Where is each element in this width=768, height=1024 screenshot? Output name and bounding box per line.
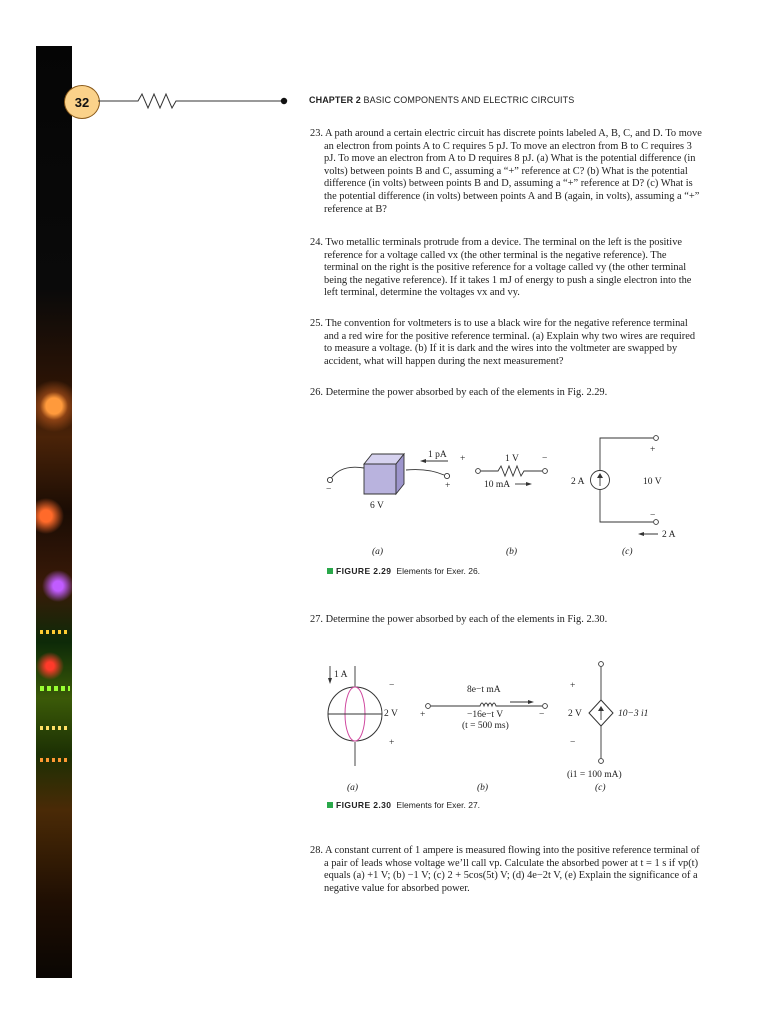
problem-number: 24.	[310, 237, 323, 248]
fig229-b-current: 10 mA	[484, 480, 511, 490]
chapter-heading	[309, 95, 574, 105]
caption-number: FIGURE 2.30	[336, 800, 392, 810]
fig229-b-plus: +	[460, 454, 466, 464]
problem-text: Determine the power absorbed by each of the elements in Fig. 2.29.	[325, 387, 608, 398]
page-number: 32	[74, 94, 90, 110]
figure-2-29-caption	[327, 566, 480, 576]
figure-2-30	[310, 658, 690, 796]
fig230-b-time: (t = 500 ms)	[462, 721, 509, 731]
problem-23	[310, 128, 702, 216]
fig230-b-voltage: −16e−t V	[467, 710, 504, 720]
fig229-a-device	[327, 454, 449, 494]
fig229-c-source-value: 2 A	[571, 477, 585, 487]
problem-number: 27.	[310, 614, 323, 625]
fig229-a-voltage: 6 V	[370, 501, 384, 511]
caption-marker	[327, 568, 333, 574]
fig230-a-minus: −	[389, 681, 395, 691]
problem-text: The convention for voltmeters is to use a black wire for the negative reference terminal and a red wire for the positive reference terminal. (a) Explain why two wires are required to measure a voltage. (b) If it is dark and the wires into the voltmeter are swapped by accident, what will happen during the next measurement?	[324, 318, 696, 367]
chapter-label: CHAPTER 2	[309, 95, 361, 105]
fig229-b-label: (b)	[506, 547, 518, 557]
fig229-c-label: (c)	[622, 547, 633, 557]
fig229-c-voltage: 10 V	[643, 477, 662, 487]
fig230-c-condition: (i1 = 100 mA)	[567, 770, 622, 780]
caption-text: Elements for Exer. 27.	[396, 800, 481, 810]
fig230-c-voltage: 2 V	[568, 709, 582, 719]
caption-text: Elements for Exer. 26.	[396, 566, 481, 576]
problem-number: 23.	[310, 128, 323, 139]
fig229-c-minus: −	[650, 511, 656, 521]
fig229-b-minus: −	[542, 454, 548, 464]
problem-text: Determine the power absorbed by each of the elements in Fig. 2.30.	[325, 614, 608, 625]
problem-number: 26.	[310, 387, 323, 398]
fig230-a-label: (a)	[347, 783, 359, 793]
fig230-b-minus: −	[539, 710, 545, 720]
fig230-a-current: 1 A	[334, 670, 348, 680]
fig230-c-gain: 10−3 i1	[618, 709, 649, 719]
fig229-a-current: 1 pA	[428, 450, 447, 460]
fig229-a-minus: −	[326, 485, 332, 495]
fig230-a-plus: +	[389, 738, 395, 748]
problem-24	[310, 237, 702, 300]
chapter-title: BASIC COMPONENTS AND ELECTRIC CIRCUITS	[363, 95, 575, 105]
problem-25	[310, 318, 702, 368]
fig230-c-label: (c)	[595, 783, 606, 793]
fig230-b-label: (b)	[477, 783, 489, 793]
problem-27	[310, 614, 702, 627]
problem-number: 25.	[310, 318, 323, 329]
fig230-a-element	[328, 666, 382, 766]
fig229-a-plus: +	[445, 481, 451, 491]
header-resistor-line	[98, 86, 298, 116]
page-number-badge	[64, 85, 100, 119]
fig230-b-plus: +	[420, 710, 426, 720]
decorative-lights	[40, 630, 70, 780]
problem-number: 28.	[310, 845, 323, 856]
problem-text: A constant current of 1 ampere is measured flowing into the positive reference terminal of a pair of leads whose voltage we’ll call vp. Calculate the absorbed power at t = 1 s if vp(t) equals (a) +1 V; (b) −1 V; (c) 2 + 5cos(5t) V; (d) 4e−2t V, (e) Explain the significance of a negative value for absorbed power.	[324, 845, 700, 894]
fig229-a-label: (a)	[372, 547, 384, 557]
problem-text: Two metallic terminals protrude from a device. The terminal on the left is the positive reference for a voltage called vx (the other terminal is the negative reference). The terminal on the right is the positive reference for a voltage called vy (the other terminal being the negative reference). If it takes 1 mJ of energy to push a single electron into the left terminal, determine the voltages vx and vy.	[324, 237, 692, 299]
figure-2-30-caption	[327, 800, 480, 810]
problem-text: A path around a certain electric circuit has discrete points labeled A, B, C, and D. To move an electron from points A to C requires 5 pJ. To move an electron from B to C requires 3 pJ. To move an electron from A to D requires 8 pJ. (a) What is the potential difference (in volts) between points B and C, assuming a “+” reference at C? (b) What is the potential difference (in volts) between points B and D, assuming a “+” reference at D? (c) What is the potential difference (in volts) between points A and B (again, in volts), assuming a “+” reference at B?	[324, 128, 702, 215]
problem-26	[310, 387, 702, 400]
caption-number: FIGURE 2.29	[336, 566, 392, 576]
decorative-photo-strip	[36, 46, 72, 978]
fig230-b-current: 8e−t mA	[467, 685, 501, 695]
fig230-c-minus: −	[570, 738, 576, 748]
fig229-c-plus: +	[650, 445, 656, 455]
fig229-b-voltage: 1 V	[505, 454, 519, 464]
fig230-c-dependent-source	[589, 662, 613, 764]
caption-marker	[327, 802, 333, 808]
problem-28	[310, 845, 702, 895]
fig230-a-voltage: 2 V	[384, 709, 398, 719]
fig230-b-inductor	[426, 700, 548, 708]
fig229-c-current: 2 A	[662, 530, 676, 540]
figure-2-29	[310, 428, 690, 562]
fig230-c-plus: +	[570, 681, 576, 691]
